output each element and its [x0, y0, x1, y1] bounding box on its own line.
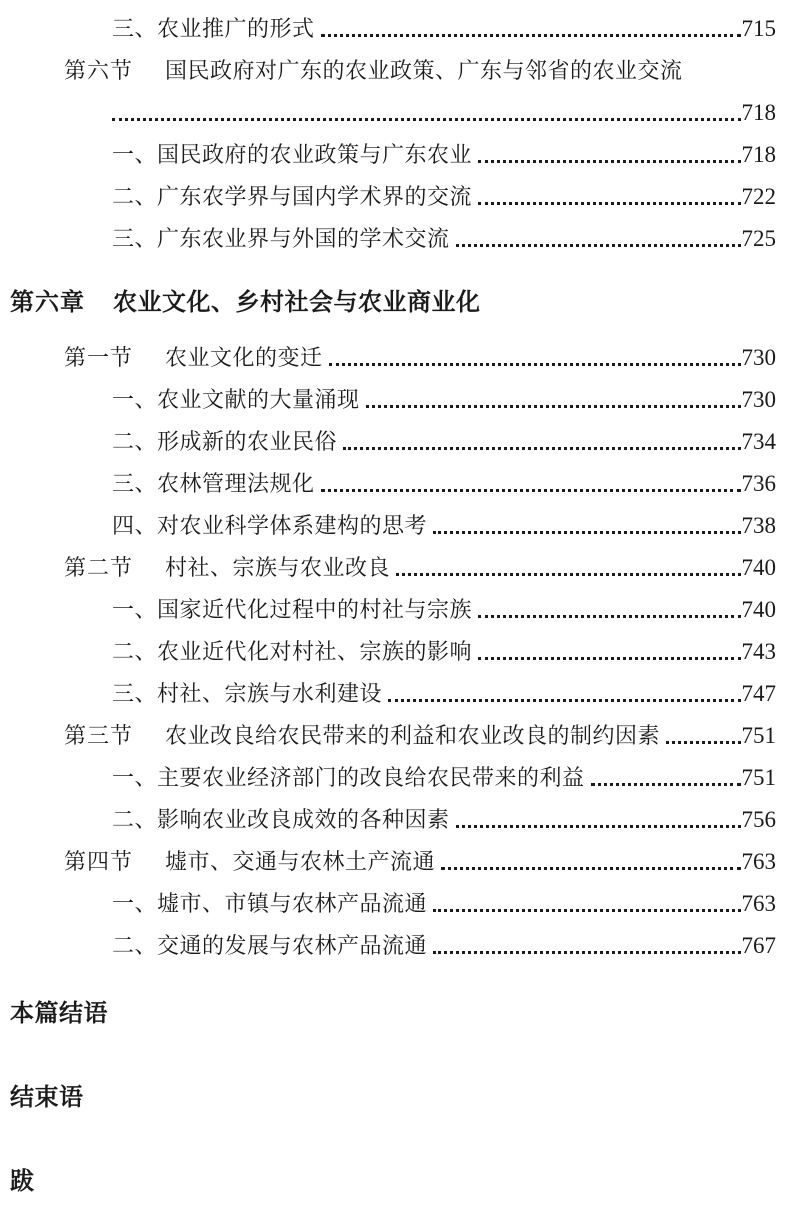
toc-entry — [0, 1161, 776, 1203]
toc-entry — [0, 50, 776, 92]
entry-title: 本篇结语 — [10, 1000, 108, 1027]
entry-title: 墟市、交通与农林土产流通 — [165, 849, 436, 874]
entry-title: 一、国民政府的农业政策与广东农业 — [112, 142, 473, 167]
page-number: 738 — [741, 513, 776, 538]
page-number: 751 — [741, 765, 776, 790]
entry-title: 农业文化的变迁 — [165, 345, 323, 370]
entry-title: 二、形成新的农业民俗 — [112, 429, 338, 454]
entry-label: 第六节 — [64, 58, 134, 83]
entry-title: 三、村社、宗族与水利建设 — [112, 681, 383, 706]
entry-title: 农业文化、乡村社会与农业商业化 — [113, 289, 481, 316]
entry-title: 三、广东农业界与外国的学术交流 — [112, 226, 450, 251]
entry-label: 第一节 — [64, 345, 134, 370]
page-number: 718 — [741, 142, 776, 167]
entry-title: 结束语 — [10, 1084, 84, 1111]
entry-title: 三、农业推广的形式 — [112, 16, 315, 41]
page-number: 756 — [741, 807, 776, 832]
toc-entry — [0, 841, 776, 883]
toc-entry — [0, 631, 776, 673]
dot-leader — [456, 244, 741, 247]
entry-title: 二、广东农学界与国内学术界的交流 — [112, 184, 473, 209]
dot-leader — [112, 118, 741, 121]
toc-entry — [0, 589, 776, 631]
entry-label: 第二节 — [64, 555, 134, 580]
page-number: 736 — [741, 471, 776, 496]
page-number: 722 — [741, 184, 776, 209]
toc-entry — [0, 8, 776, 50]
toc-entry — [0, 993, 776, 1035]
toc-entry — [0, 673, 776, 715]
entry-label: 第六章 — [10, 289, 85, 316]
toc-entry — [0, 1077, 776, 1119]
page-number: 730 — [741, 387, 776, 412]
page-number: 751 — [741, 723, 776, 748]
entry-title: 一、国家近代化过程中的村社与宗族 — [112, 597, 473, 622]
page-number: 715 — [741, 16, 776, 41]
page-number: 747 — [741, 681, 776, 706]
page-number: 740 — [741, 555, 776, 580]
page-number: 734 — [741, 429, 776, 454]
entry-title: 一、墟市、市镇与农林产品流通 — [112, 891, 428, 916]
toc-entry — [0, 463, 776, 505]
toc-entry — [0, 379, 776, 421]
dot-leader — [329, 363, 741, 366]
entry-title: 二、交通的发展与农林产品流通 — [112, 933, 428, 958]
toc-entry — [0, 715, 776, 757]
page-number: 767 — [741, 933, 776, 958]
page-number: 763 — [741, 849, 776, 874]
dot-leader — [456, 825, 741, 828]
page-number: 718 — [741, 100, 776, 125]
dot-leader — [321, 34, 741, 37]
dot-leader — [441, 867, 740, 870]
toc-entry — [0, 883, 776, 925]
entry-title: 农业改良给农民带来的利益和农业改良的制约因素 — [165, 723, 661, 748]
entry-title: 二、农业近代化对村社、宗族的影响 — [112, 639, 473, 664]
toc-entry — [0, 282, 776, 324]
toc-entry — [0, 757, 776, 799]
toc-entry — [0, 337, 776, 379]
toc-entry — [0, 218, 776, 260]
toc-entry — [0, 134, 776, 176]
toc-entry — [0, 547, 776, 589]
toc-entry — [0, 925, 776, 967]
entry-title: 跋 — [10, 1168, 35, 1195]
entry-title: 一、农业文献的大量涌现 — [112, 387, 360, 412]
toc-entry — [0, 176, 776, 218]
dot-leader — [666, 741, 740, 744]
toc-entry — [0, 92, 776, 134]
toc-list — [0, 8, 776, 1203]
dot-leader — [388, 699, 740, 702]
entry-title: 国民政府对广东的农业政策、广东与邻省的农业交流 — [165, 58, 683, 83]
dot-leader — [433, 531, 740, 534]
entry-title: 四、对农业科学体系建构的思考 — [112, 513, 428, 538]
dot-leader — [478, 202, 740, 205]
dot-leader — [396, 573, 740, 576]
dot-leader — [321, 489, 741, 492]
page-number: 730 — [741, 345, 776, 370]
entry-title: 二、影响农业改良成效的各种因素 — [112, 807, 450, 832]
entry-label: 第四节 — [64, 849, 134, 874]
page-number: 740 — [741, 597, 776, 622]
entry-title: 一、主要农业经济部门的改良给农民带来的利益 — [112, 765, 585, 790]
dot-leader — [433, 909, 740, 912]
entry-label: 第三节 — [64, 723, 134, 748]
dot-leader — [478, 160, 740, 163]
dot-leader — [366, 405, 741, 408]
dot-leader — [478, 615, 740, 618]
page-number: 743 — [741, 639, 776, 664]
entry-title: 三、农林管理法规化 — [112, 471, 315, 496]
dot-leader — [343, 447, 740, 450]
toc-entry — [0, 799, 776, 841]
entry-title: 村社、宗族与农业改良 — [165, 555, 391, 580]
dot-leader — [433, 951, 740, 954]
dot-leader — [478, 657, 740, 660]
dot-leader — [591, 783, 741, 786]
page-number: 725 — [741, 226, 776, 251]
toc-entry — [0, 505, 776, 547]
toc-entry — [0, 421, 776, 463]
page-number: 763 — [741, 891, 776, 916]
